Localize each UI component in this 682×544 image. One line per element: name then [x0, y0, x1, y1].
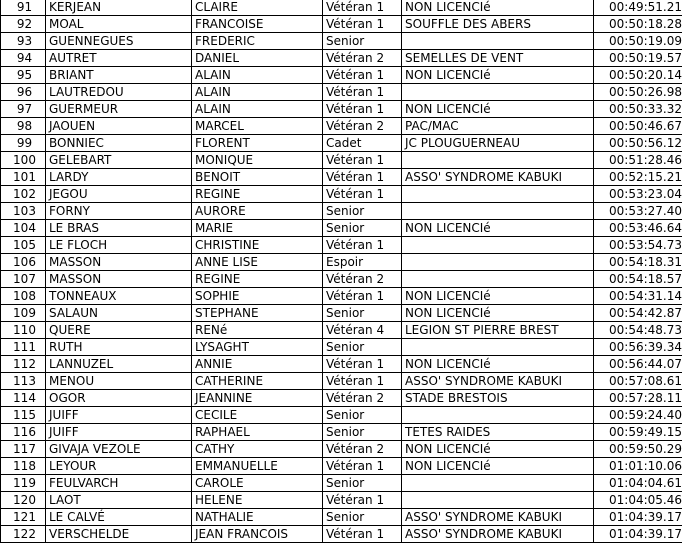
- club-cell: STADE BRESTOIS: [402, 390, 594, 407]
- time-cell: 00:50:20.14: [594, 67, 682, 84]
- category-cell: Senior: [323, 339, 402, 356]
- category-cell: Vétéran 1: [323, 169, 402, 186]
- last-name-cell: LEYOUR: [46, 458, 192, 475]
- rank-cell: 96: [1, 84, 46, 101]
- category-cell: Vétéran 1: [323, 492, 402, 509]
- table-row: [1, 288, 682, 305]
- last-name-cell: MENOU: [46, 373, 192, 390]
- table-row: [1, 492, 682, 509]
- table-row: [1, 220, 682, 237]
- first-name-cell: RAPHAEL: [192, 424, 323, 441]
- last-name-cell: VERSCHELDE: [46, 526, 192, 543]
- last-name-cell: LE BRAS: [46, 220, 192, 237]
- time-cell: 00:54:18.31: [594, 254, 682, 271]
- table-row: [1, 475, 682, 492]
- time-cell: 00:56:44.07: [594, 356, 682, 373]
- club-cell: NON LICENCIé: [402, 356, 594, 373]
- club-cell: [402, 475, 594, 492]
- first-name-cell: RENé: [192, 322, 323, 339]
- table-row: [1, 152, 682, 169]
- club-cell: SOUFFLE DES ABERS: [402, 16, 594, 33]
- first-name-cell: FRANCOISE: [192, 16, 323, 33]
- time-cell: 01:04:39.17: [594, 509, 682, 526]
- rank-cell: 98: [1, 118, 46, 135]
- time-cell: 00:59:49.15: [594, 424, 682, 441]
- table-row: [1, 424, 682, 441]
- club-cell: [402, 152, 594, 169]
- rank-cell: 101: [1, 169, 46, 186]
- rank-cell: 119: [1, 475, 46, 492]
- first-name-cell: JEANNINE: [192, 390, 323, 407]
- rank-cell: 97: [1, 101, 46, 118]
- table-row: [1, 203, 682, 220]
- time-cell: 00:53:23.04: [594, 186, 682, 203]
- first-name-cell: JEAN FRANCOIS: [192, 526, 323, 543]
- category-cell: Vétéran 2: [323, 390, 402, 407]
- rank-cell: 122: [1, 526, 46, 543]
- club-cell: ASSO' SYNDROME KABUKI: [402, 509, 594, 526]
- club-cell: NON LICENCIé: [402, 220, 594, 237]
- first-name-cell: LYSAGHT: [192, 339, 323, 356]
- table-row: [1, 254, 682, 271]
- category-cell: Senior: [323, 509, 402, 526]
- table-row: [1, 16, 682, 33]
- category-cell: Vétéran 1: [323, 288, 402, 305]
- last-name-cell: KERJEAN: [46, 0, 192, 16]
- first-name-cell: ALAIN: [192, 84, 323, 101]
- last-name-cell: LE FLOCH: [46, 237, 192, 254]
- rank-cell: 115: [1, 407, 46, 424]
- category-cell: Vétéran 2: [323, 118, 402, 135]
- time-cell: 00:59:50.29: [594, 441, 682, 458]
- category-cell: Vétéran 1: [323, 186, 402, 203]
- club-cell: NON LICENCIé: [402, 441, 594, 458]
- club-cell: NON LICENCIé: [402, 305, 594, 322]
- rank-cell: 103: [1, 203, 46, 220]
- time-cell: 00:50:19.09: [594, 33, 682, 50]
- table-row: [1, 339, 682, 356]
- category-cell: Vétéran 2: [323, 271, 402, 288]
- time-cell: 01:04:39.17: [594, 526, 682, 543]
- category-cell: Senior: [323, 203, 402, 220]
- time-cell: 00:53:46.64: [594, 220, 682, 237]
- first-name-cell: AURORE: [192, 203, 323, 220]
- category-cell: Senior: [323, 475, 402, 492]
- last-name-cell: QUERE: [46, 322, 192, 339]
- category-cell: Vétéran 2: [323, 441, 402, 458]
- time-cell: 00:50:33.32: [594, 101, 682, 118]
- table-row: [1, 458, 682, 475]
- time-cell: 00:54:18.57: [594, 271, 682, 288]
- first-name-cell: FLORENT: [192, 135, 323, 152]
- time-cell: 00:50:19.57: [594, 50, 682, 67]
- category-cell: Vétéran 1: [323, 84, 402, 101]
- time-cell: 00:53:54.73: [594, 237, 682, 254]
- table-row: [1, 33, 682, 50]
- table-row: [1, 271, 682, 288]
- rank-cell: 94: [1, 50, 46, 67]
- rank-cell: 118: [1, 458, 46, 475]
- club-cell: [402, 492, 594, 509]
- first-name-cell: MONIQUE: [192, 152, 323, 169]
- table-row: [1, 305, 682, 322]
- table-row: [1, 373, 682, 390]
- last-name-cell: LANNUZEL: [46, 356, 192, 373]
- rank-cell: 105: [1, 237, 46, 254]
- rank-cell: 108: [1, 288, 46, 305]
- table-row: [1, 509, 682, 526]
- time-cell: 00:51:28.46: [594, 152, 682, 169]
- rank-cell: 99: [1, 135, 46, 152]
- time-cell: 00:50:46.67: [594, 118, 682, 135]
- first-name-cell: CHRISTINE: [192, 237, 323, 254]
- first-name-cell: STEPHANE: [192, 305, 323, 322]
- category-cell: Senior: [323, 407, 402, 424]
- first-name-cell: CATHY: [192, 441, 323, 458]
- category-cell: Cadet: [323, 135, 402, 152]
- first-name-cell: CECILE: [192, 407, 323, 424]
- rank-cell: 93: [1, 33, 46, 50]
- results-body: [1, 0, 682, 543]
- club-cell: NON LICENCIé: [402, 288, 594, 305]
- category-cell: Vétéran 4: [323, 322, 402, 339]
- club-cell: NON LICENCIé: [402, 101, 594, 118]
- time-cell: 00:50:56.12: [594, 135, 682, 152]
- first-name-cell: BENOIT: [192, 169, 323, 186]
- time-cell: 01:01:10.06: [594, 458, 682, 475]
- table-row: [1, 322, 682, 339]
- last-name-cell: BRIANT: [46, 67, 192, 84]
- time-cell: 00:52:15.21: [594, 169, 682, 186]
- last-name-cell: JAOUEN: [46, 118, 192, 135]
- category-cell: Espoir: [323, 254, 402, 271]
- table-row: [1, 526, 682, 543]
- club-cell: PAC/MAC: [402, 118, 594, 135]
- last-name-cell: LARDY: [46, 169, 192, 186]
- table-row: [1, 237, 682, 254]
- time-cell: 00:50:18.28: [594, 16, 682, 33]
- first-name-cell: SOPHIE: [192, 288, 323, 305]
- first-name-cell: DANIEL: [192, 50, 323, 67]
- last-name-cell: JUIFF: [46, 424, 192, 441]
- last-name-cell: LE CALVÉ: [46, 509, 192, 526]
- rank-cell: 107: [1, 271, 46, 288]
- first-name-cell: ALAIN: [192, 67, 323, 84]
- club-cell: [402, 237, 594, 254]
- first-name-cell: ANNE LISE: [192, 254, 323, 271]
- first-name-cell: ALAIN: [192, 101, 323, 118]
- rank-cell: 110: [1, 322, 46, 339]
- category-cell: Vétéran 1: [323, 356, 402, 373]
- time-cell: 00:56:39.34: [594, 339, 682, 356]
- club-cell: LEGION ST PIERRE BREST: [402, 322, 594, 339]
- last-name-cell: RUTH: [46, 339, 192, 356]
- club-cell: ASSO' SYNDROME KABUKI: [402, 373, 594, 390]
- rank-cell: 100: [1, 152, 46, 169]
- club-cell: ASSO' SYNDROME KABUKI: [402, 169, 594, 186]
- rank-cell: 92: [1, 16, 46, 33]
- club-cell: [402, 407, 594, 424]
- first-name-cell: ANNIE: [192, 356, 323, 373]
- first-name-cell: FREDERIC: [192, 33, 323, 50]
- category-cell: Senior: [323, 305, 402, 322]
- last-name-cell: FORNY: [46, 203, 192, 220]
- club-cell: [402, 271, 594, 288]
- last-name-cell: GIVAJA VEZOLE: [46, 441, 192, 458]
- rank-cell: 117: [1, 441, 46, 458]
- last-name-cell: BONNIEC: [46, 135, 192, 152]
- time-cell: 00:50:26.98: [594, 84, 682, 101]
- rank-cell: 109: [1, 305, 46, 322]
- table-row: [1, 67, 682, 84]
- first-name-cell: REGINE: [192, 186, 323, 203]
- table-row: [1, 118, 682, 135]
- club-cell: [402, 33, 594, 50]
- table-row: [1, 135, 682, 152]
- category-cell: Vétéran 1: [323, 67, 402, 84]
- category-cell: Vétéran 1: [323, 152, 402, 169]
- category-cell: Vétéran 1: [323, 458, 402, 475]
- time-cell: 00:49:51.21: [594, 0, 682, 16]
- rank-cell: 106: [1, 254, 46, 271]
- club-cell: [402, 339, 594, 356]
- category-cell: Senior: [323, 33, 402, 50]
- last-name-cell: MOAL: [46, 16, 192, 33]
- table-row: [1, 101, 682, 118]
- table-row: [1, 0, 682, 16]
- rank-cell: 120: [1, 492, 46, 509]
- first-name-cell: MARIE: [192, 220, 323, 237]
- last-name-cell: JUIFF: [46, 407, 192, 424]
- first-name-cell: EMMANUELLE: [192, 458, 323, 475]
- last-name-cell: AUTRET: [46, 50, 192, 67]
- last-name-cell: JEGOU: [46, 186, 192, 203]
- rank-cell: 116: [1, 424, 46, 441]
- table-row: [1, 186, 682, 203]
- last-name-cell: FEULVARCH: [46, 475, 192, 492]
- category-cell: Vétéran 2: [323, 50, 402, 67]
- rank-cell: 113: [1, 373, 46, 390]
- table-row: [1, 441, 682, 458]
- first-name-cell: NATHALIE: [192, 509, 323, 526]
- club-cell: SEMELLES DE VENT: [402, 50, 594, 67]
- category-cell: Senior: [323, 220, 402, 237]
- last-name-cell: MASSON: [46, 271, 192, 288]
- time-cell: 00:54:31.14: [594, 288, 682, 305]
- rank-cell: 95: [1, 67, 46, 84]
- table-row: [1, 50, 682, 67]
- last-name-cell: GUERMEUR: [46, 101, 192, 118]
- time-cell: 01:04:05.46: [594, 492, 682, 509]
- rank-cell: 104: [1, 220, 46, 237]
- last-name-cell: GELEBART: [46, 152, 192, 169]
- category-cell: Vétéran 1: [323, 101, 402, 118]
- club-cell: [402, 186, 594, 203]
- rank-cell: 91: [1, 0, 46, 16]
- time-cell: 00:59:24.40: [594, 407, 682, 424]
- last-name-cell: GUENNEGUES: [46, 33, 192, 50]
- first-name-cell: CATHERINE: [192, 373, 323, 390]
- club-cell: [402, 203, 594, 220]
- last-name-cell: LAUTREDOU: [46, 84, 192, 101]
- club-cell: [402, 84, 594, 101]
- club-cell: [402, 254, 594, 271]
- table-row: [1, 390, 682, 407]
- category-cell: Senior: [323, 424, 402, 441]
- time-cell: 00:53:27.40: [594, 203, 682, 220]
- category-cell: Vétéran 1: [323, 237, 402, 254]
- time-cell: 00:54:42.87: [594, 305, 682, 322]
- first-name-cell: HELENE: [192, 492, 323, 509]
- first-name-cell: CAROLE: [192, 475, 323, 492]
- time-cell: 01:04:04.61: [594, 475, 682, 492]
- rank-cell: 102: [1, 186, 46, 203]
- club-cell: NON LICENCIé: [402, 67, 594, 84]
- time-cell: 00:57:08.61: [594, 373, 682, 390]
- time-cell: 00:54:48.73: [594, 322, 682, 339]
- club-cell: JC PLOUGUERNEAU: [402, 135, 594, 152]
- first-name-cell: MARCEL: [192, 118, 323, 135]
- club-cell: NON LICENCIé: [402, 0, 594, 16]
- rank-cell: 111: [1, 339, 46, 356]
- first-name-cell: REGINE: [192, 271, 323, 288]
- category-cell: Vétéran 1: [323, 526, 402, 543]
- category-cell: Vétéran 1: [323, 373, 402, 390]
- last-name-cell: TONNEAUX: [46, 288, 192, 305]
- rank-cell: 112: [1, 356, 46, 373]
- last-name-cell: MASSON: [46, 254, 192, 271]
- time-cell: 00:57:28.11: [594, 390, 682, 407]
- rank-cell: 114: [1, 390, 46, 407]
- category-cell: Vétéran 1: [323, 0, 402, 16]
- rank-cell: 121: [1, 509, 46, 526]
- category-cell: Vétéran 1: [323, 16, 402, 33]
- first-name-cell: CLAIRE: [192, 0, 323, 16]
- club-cell: ASSO' SYNDROME KABUKI: [402, 526, 594, 543]
- table-row: [1, 356, 682, 373]
- last-name-cell: SALAUN: [46, 305, 192, 322]
- club-cell: TETES RAIDES: [402, 424, 594, 441]
- table-row: [1, 407, 682, 424]
- club-cell: NON LICENCIé: [402, 458, 594, 475]
- last-name-cell: OGOR: [46, 390, 192, 407]
- last-name-cell: LAOT: [46, 492, 192, 509]
- table-row: [1, 169, 682, 186]
- table-row: [1, 84, 682, 101]
